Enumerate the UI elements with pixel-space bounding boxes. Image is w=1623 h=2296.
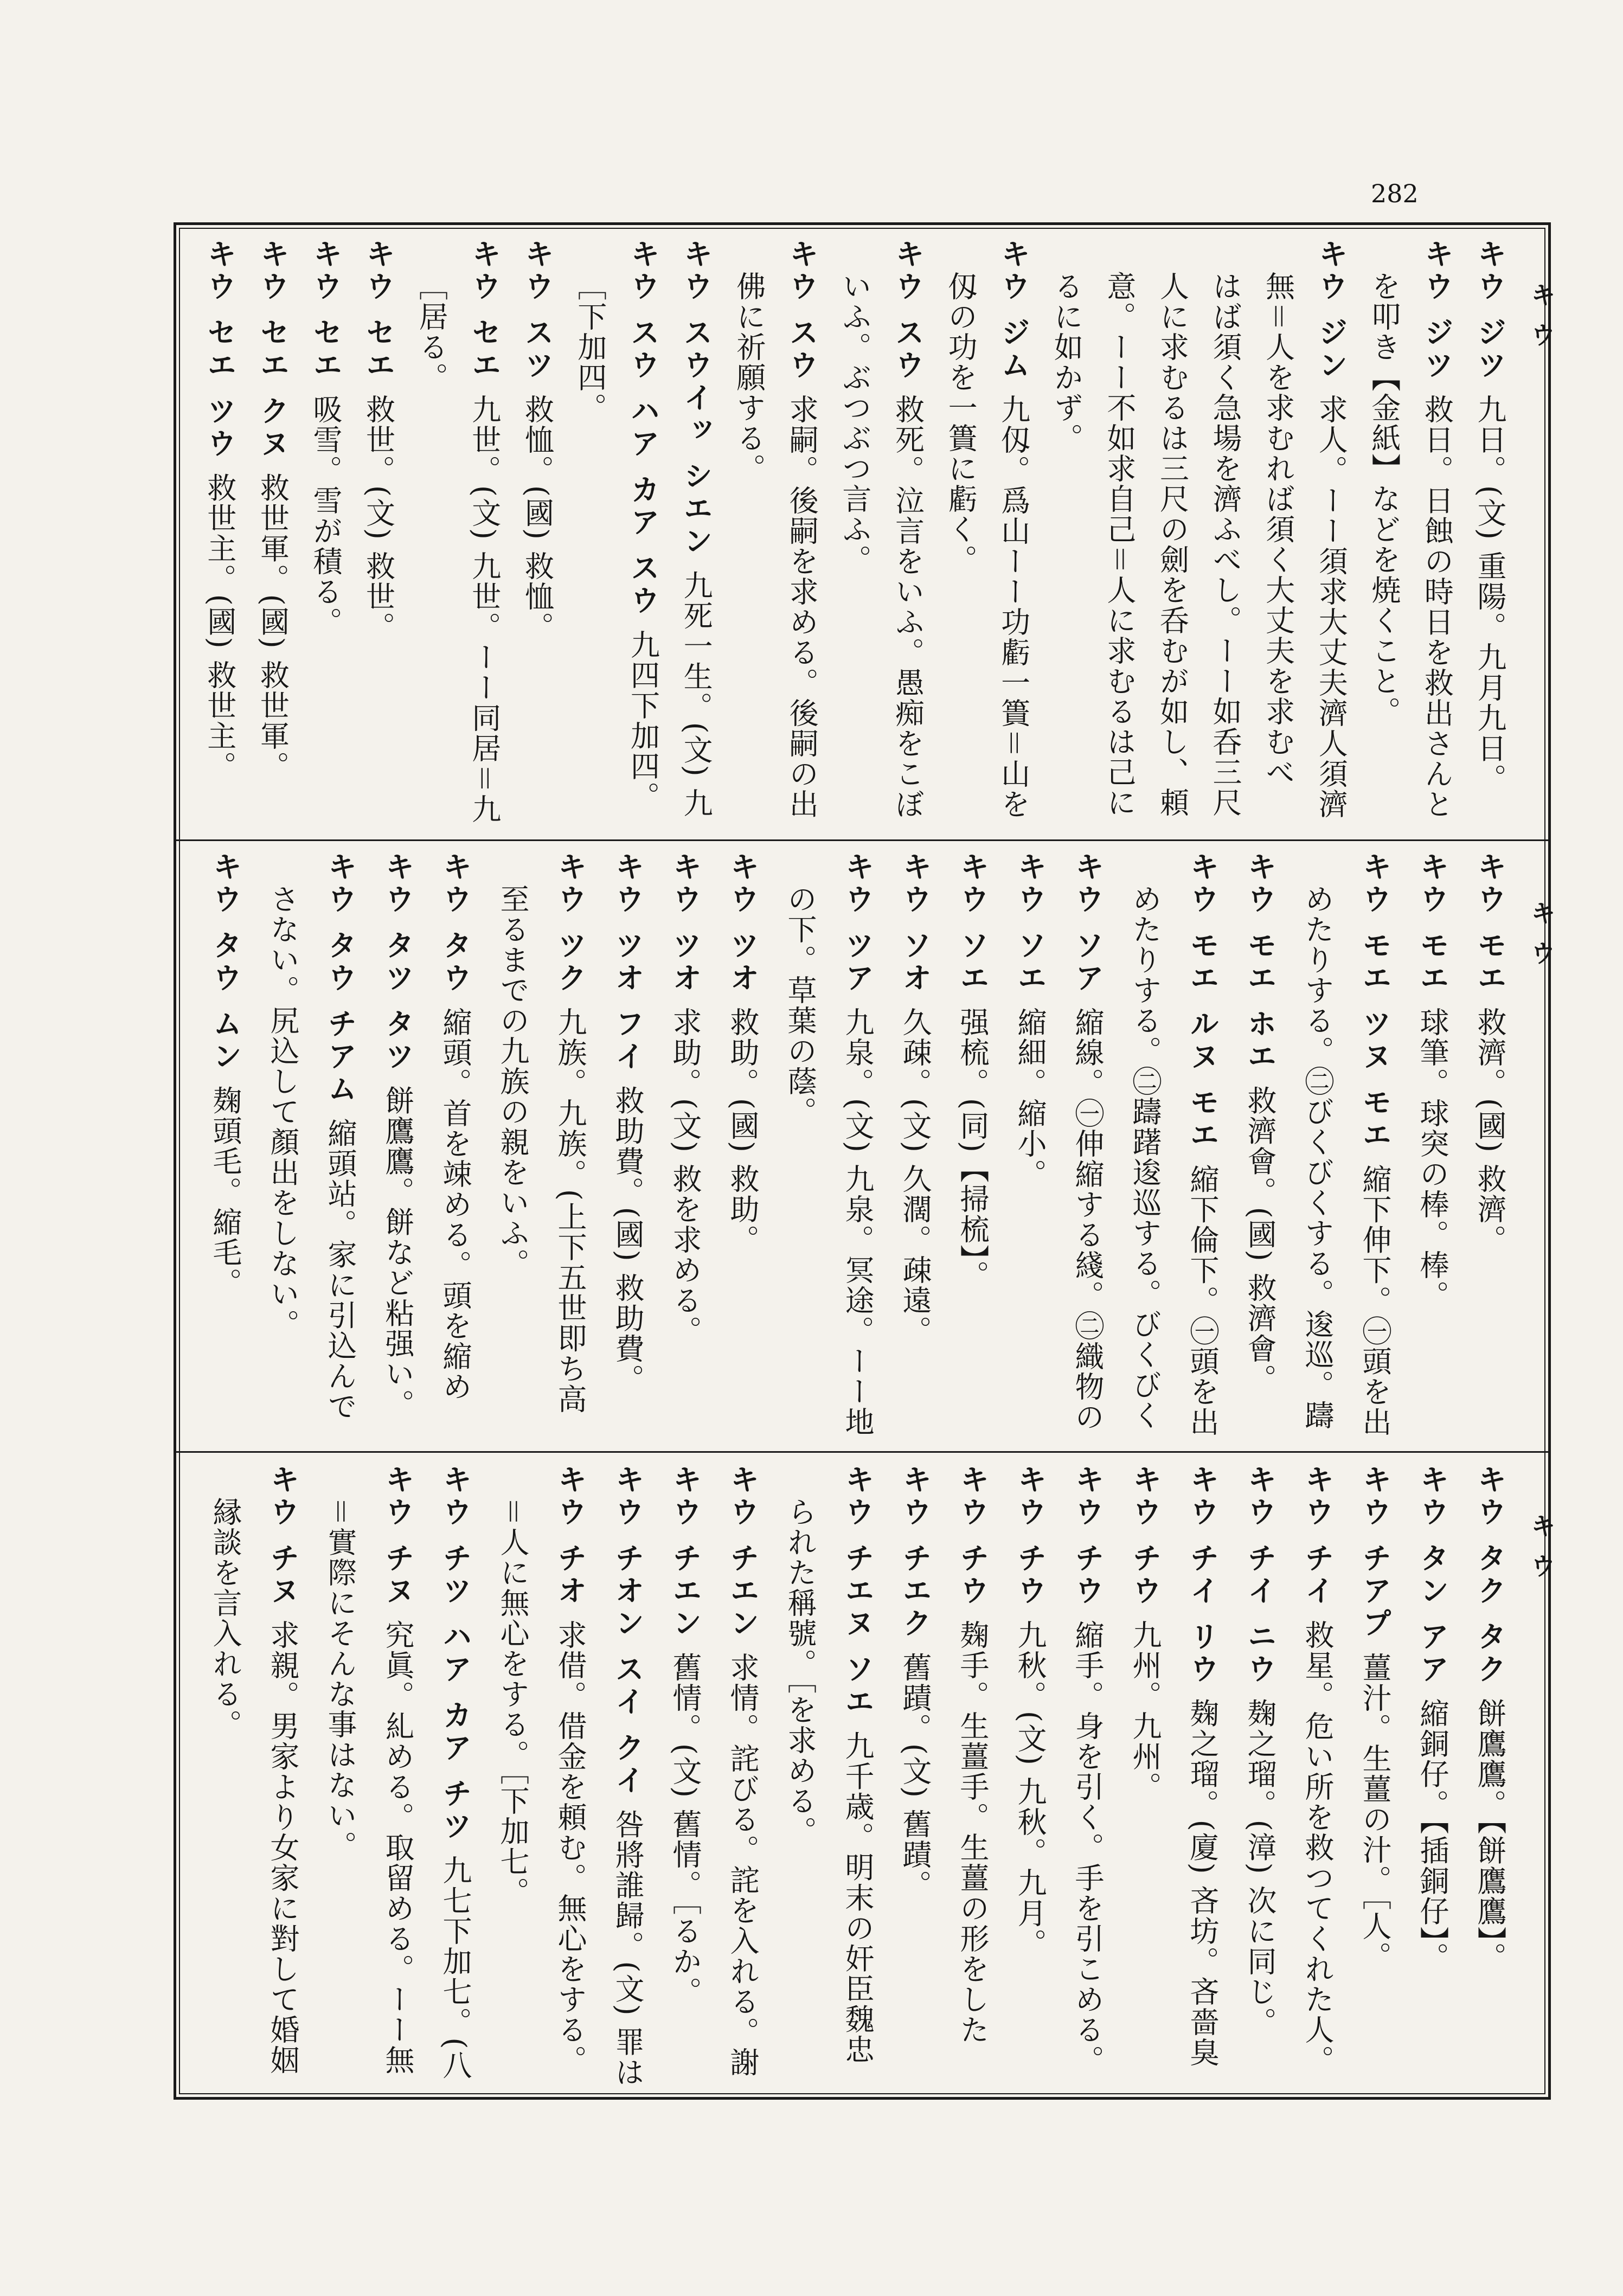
entry-text: 舊情。(文) 舊情。［るか。 — [668, 1652, 702, 2008]
dictionary-entry — [195, 239, 248, 830]
dictionary-entry — [1116, 1464, 1173, 2088]
entry-reading: キウ チイ ニウ — [1243, 1464, 1277, 1686]
entry-text: 救星。危い所を救つてくれた人。 — [1300, 1619, 1335, 2075]
entry-text: 救濟會。(國) 救濟會。 — [1243, 1085, 1277, 1394]
dictionary-entry-continuation — [1148, 239, 1201, 830]
dictionary-entry-continuation — [1359, 239, 1413, 830]
entry-reading: キウ チオ — [553, 1464, 587, 1608]
dictionary-entry-continuation — [254, 851, 311, 1442]
dictionary-entry — [1465, 239, 1518, 830]
entry-text: 縮頭站。家に引込んで — [323, 1118, 357, 1422]
entry-reading: キウ ソエ — [955, 851, 990, 995]
entry-text: 縮線。㊀伸縮する綫。㊁織物の — [1070, 1006, 1105, 1432]
entry-reading: キウ タク タク — [1473, 1464, 1507, 1686]
entry-reading: キウ ジム — [996, 239, 1031, 382]
entry-reading: キウ タウ ムン — [208, 851, 242, 1074]
entry-text: めたりする。㊁躊躇逡巡する。びくびく — [1128, 884, 1162, 1431]
entry-text: 九日。(文) 重陽。九月九日。 — [1473, 394, 1507, 794]
entry-reading: キウ ツク — [553, 851, 587, 995]
dictionary-entry — [1059, 1464, 1116, 2088]
entry-text: 救助費。(國) 救助費。 — [611, 1085, 645, 1394]
entry-text: 求人。ーー須求大丈夫濟人須濟 — [1314, 394, 1349, 819]
entry-reading: キウ チウ — [1070, 1464, 1105, 1608]
entry-reading: キウ セエ — [308, 239, 343, 382]
entry-text: めたりする。㊁びくびくする。逡巡。躊 — [1300, 884, 1335, 1431]
band-divider-1 — [174, 839, 1551, 841]
entry-text: さない。尻込して顏出をしない。 — [266, 884, 300, 1339]
entry-text: 九州。九州。 — [1128, 1619, 1162, 1802]
entry-text: るに如かず。 — [1049, 271, 1084, 453]
entry-reading: キウ モエ ルヌ モエ — [1185, 851, 1220, 1152]
entry-reading: キウ モエ — [1415, 851, 1449, 995]
dictionary-entry — [1001, 1464, 1059, 2088]
dictionary-entry — [599, 1464, 656, 2088]
entry-reading: キウ セエ — [467, 239, 502, 382]
entry-text: 球筆。球突の棒。棒。 — [1415, 1006, 1449, 1311]
entry-text: 無＝人を求むれば須く大丈夫を求むべ — [1261, 271, 1295, 787]
entry-text: 麹手。生薑手。生薑の形をした — [955, 1619, 990, 2045]
dictionary-entry — [301, 239, 354, 830]
entry-text: ＝實際にそんな事はない。 — [323, 1497, 357, 1861]
entry-reading: キウ ジン — [1314, 239, 1349, 382]
entry-text: 麹頭毛。縮毛。 — [208, 1085, 242, 1298]
entry-reading: キウ スツ — [520, 239, 555, 382]
dictionary-entry — [829, 1464, 886, 2088]
dictionary-entry — [714, 1464, 771, 2088]
entry-reading: キウ スウ ハア カア スウ — [626, 239, 660, 618]
dictionary-entry — [599, 851, 656, 1442]
entry-text: 吸雪。雪が積る。 — [308, 394, 343, 637]
dictionary-band-top — [195, 239, 1518, 830]
entry-text: 救助。(國) 救助。 — [726, 1006, 760, 1255]
entry-reading: キウ チエン — [668, 1464, 702, 1640]
entry-reading: キウ チウ — [955, 1464, 990, 1608]
entry-reading: キウ タウ チアム — [323, 851, 357, 1106]
entry-reading: キウ ソオ — [898, 851, 932, 995]
dictionary-entry — [248, 239, 301, 830]
dictionary-entry — [1461, 1464, 1518, 2088]
entry-text: 求借。借金を頼む。無心をする。 — [553, 1619, 587, 2075]
entry-text: 求情。詫びる。詫を入れる。謝 — [726, 1652, 760, 2077]
dictionary-entry — [311, 851, 369, 1442]
entry-text: 久疎。(文) 久濶。疎遠。 — [898, 1006, 932, 1346]
entry-text: 餅鷹鷹。餅など粘强い。 — [381, 1085, 415, 1420]
dictionary-entry-continuation — [771, 1464, 829, 2088]
entry-text: 縮細。縮小。 — [1013, 1006, 1047, 1189]
dictionary-entry — [886, 1464, 944, 2088]
dictionary-band-middle — [195, 851, 1518, 1442]
entry-text: 餅鷹鷹。【餅鷹鷹】。 — [1473, 1698, 1507, 1973]
entry-text: 九世。(文) 九世。ーー同居＝九 — [467, 394, 502, 825]
dictionary-entry — [196, 851, 254, 1442]
dictionary-entry — [1001, 851, 1059, 1442]
entry-reading: キウ タウ — [438, 851, 472, 995]
entry-reading: キウ チオン スイ クイ — [611, 1464, 645, 1798]
dictionary-entry — [254, 1464, 311, 2088]
entry-text: いふ。ぶつぶつ言ふ。 — [837, 271, 872, 575]
entry-reading: キウ スウイッ シエン — [679, 239, 714, 559]
dictionary-entry — [1403, 851, 1461, 1442]
dictionary-entry — [944, 851, 1001, 1442]
entry-reading: キウ モエ — [1473, 851, 1507, 995]
dictionary-entry-continuation — [484, 851, 541, 1442]
entry-text: 九族。九族。(上下五世即ち高 — [553, 1006, 587, 1414]
dictionary-entry-continuation — [1042, 239, 1095, 830]
entry-reading: キウ チエン — [726, 1464, 760, 1640]
entry-text: 救世。(文) 救世。 — [361, 394, 396, 643]
entry-text: 求助。(文) 救を求める。 — [668, 1006, 702, 1346]
dictionary-entry — [778, 239, 831, 830]
entry-reading: キウ ソア — [1070, 851, 1105, 995]
dictionary-entry — [656, 1464, 714, 2088]
dictionary-entry — [1231, 1464, 1288, 2088]
entry-text: られた稱號。［を求める。 — [783, 1497, 817, 1846]
entry-reading: キウ チイ — [1300, 1464, 1335, 1608]
dictionary-entry — [1307, 239, 1360, 830]
dictionary-entry-continuation — [566, 239, 619, 830]
dictionary-entry-continuation — [830, 239, 883, 830]
running-head-top: キ ウ — [1527, 282, 1556, 351]
entry-text: 縮手。身を引く。手を引こめる。 — [1070, 1619, 1105, 2075]
entry-text: 意。ーー不如求自己＝人に求むるは己に — [1102, 271, 1137, 818]
dictionary-entry — [541, 1464, 599, 2088]
entry-text: 强梳。(同)【掃梳】。 — [955, 1006, 990, 1291]
running-head-bottom: キ ウ — [1527, 1513, 1556, 1582]
entry-text: 九千歳。明末の奸臣魏忠 — [841, 1730, 875, 2065]
entry-text: 九死一生。(文) 九 — [679, 570, 714, 818]
dictionary-entry-continuation — [724, 239, 778, 830]
dictionary-entry — [1403, 1464, 1461, 2088]
dictionary-entry — [1288, 1464, 1346, 2088]
dictionary-entry-continuation — [1201, 239, 1254, 830]
entry-reading: キウ ツオ フイ — [611, 851, 645, 1074]
dictionary-entry — [369, 851, 426, 1442]
entry-reading: キウ モエ ホエ — [1243, 851, 1277, 1074]
dictionary-entry — [369, 1464, 426, 2088]
dictionary-entry — [1461, 851, 1518, 1442]
entry-text: 救死。泣言をいふ。愚痴をこぼ — [890, 394, 925, 819]
dictionary-entry — [989, 239, 1042, 830]
band-divider-2 — [174, 1451, 1551, 1453]
entry-reading: キウ ツア — [841, 851, 875, 995]
entry-text: 求嗣。後嗣を求める。後嗣の出 — [785, 394, 819, 819]
entry-reading: キウ チツ ハア カア チツ — [438, 1464, 472, 1844]
entry-text: 縮銅仔。【插銅仔】。 — [1415, 1698, 1449, 1973]
dictionary-entry — [460, 239, 513, 830]
entry-reading: キウ チウ — [1013, 1464, 1047, 1608]
entry-reading: キウ タン アア — [1415, 1464, 1449, 1686]
dictionary-entry — [1346, 1464, 1403, 2088]
entry-reading: キウ ジツ — [1473, 239, 1507, 382]
entry-reading: キウ チエク — [898, 1464, 932, 1640]
entry-text: 九仭。爲山ーー功虧一簣＝山を — [996, 394, 1031, 819]
dictionary-entry — [1173, 851, 1231, 1442]
dictionary-entry-continuation — [1254, 239, 1307, 830]
entry-reading: キウ ツオ — [726, 851, 760, 995]
dictionary-entry-continuation — [407, 239, 460, 830]
entry-text: 救世主。(國) 救世主。 — [202, 472, 237, 781]
dictionary-entry — [354, 239, 407, 830]
entry-reading: キウ ソエ — [1013, 851, 1047, 995]
entry-text: 人に求むるは三尺の劍を呑むが如し、頼 — [1155, 271, 1190, 818]
entry-reading: キウ チヌ — [266, 1464, 300, 1608]
entry-reading: キウ ジツ — [1420, 239, 1454, 382]
dictionary-entry — [1231, 851, 1288, 1442]
dictionary-entry — [886, 851, 944, 1442]
entry-text: 九秋。(文) 九秋。九月。 — [1013, 1619, 1047, 1959]
dictionary-entry-continuation — [771, 851, 829, 1442]
entry-reading: キウ セエ ツウ — [202, 239, 237, 461]
entry-text: を叩き【金紙】などを焼くこと。 — [1367, 271, 1401, 727]
entry-text: 縮下倫下。㊀頭を出 — [1185, 1164, 1220, 1438]
dictionary-entry-continuation — [196, 1464, 254, 2088]
entry-reading: キウ セエ クヌ — [255, 239, 290, 461]
entry-text: はば須く急場を濟ふべし。ーー如呑三尺 — [1208, 271, 1243, 818]
entry-reading: キウ スウ — [785, 239, 819, 382]
entry-text: 仭の功を一簣に虧く。 — [944, 271, 978, 575]
entry-text: ［下加四。 — [573, 271, 607, 423]
dictionary-entry — [426, 851, 484, 1442]
dictionary-entry — [1413, 239, 1466, 830]
dictionary-entry-continuation — [311, 1464, 369, 2088]
entry-reading: キウ チエヌ ソエ — [841, 1464, 875, 1719]
dictionary-entry-continuation — [936, 239, 989, 830]
entry-text: 麹之瑠。(廈) 吝坊。吝嗇臭 — [1185, 1698, 1220, 2068]
entry-text: 至るまでの九族の親をいふ。 — [496, 884, 530, 1279]
entry-text: 究眞。糺める。取留める。ーー無 — [381, 1619, 415, 2075]
dictionary-entry — [1173, 1464, 1231, 2088]
entry-text: 佛に祈願する。 — [732, 271, 766, 484]
entry-text: 縁談を言入れる。 — [208, 1497, 242, 1740]
dictionary-entry — [1346, 851, 1403, 1442]
page-number: 282 — [1371, 179, 1419, 208]
entry-reading: キウ ツオ — [668, 851, 702, 995]
dictionary-entry-continuation — [484, 1464, 541, 2088]
entry-reading: キウ スウ — [890, 239, 925, 382]
dictionary-entry — [513, 239, 566, 830]
dictionary-entry-continuation — [1095, 239, 1148, 830]
dictionary-entry — [883, 239, 936, 830]
entry-text: 救恤。(國) 救恤。 — [520, 394, 555, 643]
entry-text: 舊蹟。(文) 舊蹟。 — [898, 1652, 932, 1901]
entry-reading: キウ モエ ツヌ モエ — [1358, 851, 1392, 1152]
entry-reading: キウ チアプ — [1358, 1464, 1392, 1640]
dictionary-entry — [829, 851, 886, 1442]
dictionary-entry — [426, 1464, 484, 2088]
entry-reading: キウ チヌ — [381, 1464, 415, 1608]
entry-reading: キウ セエ — [361, 239, 396, 382]
dictionary-entry — [656, 851, 714, 1442]
entry-text: 九七下加七。(八 — [438, 1855, 472, 2081]
entry-text: 麹之瑠。(漳) 次に同じ。 — [1243, 1698, 1277, 2037]
entry-reading: キウ チウ — [1128, 1464, 1162, 1608]
dictionary-band-bottom — [195, 1464, 1518, 2088]
entry-text: 縮下伸下。㊀頭を出 — [1358, 1164, 1392, 1438]
entry-text: 九泉。(文) 九泉。冥途。ーー地 — [841, 1006, 875, 1438]
running-head-middle: キ ウ — [1527, 900, 1556, 969]
dictionary-entry — [1059, 851, 1116, 1442]
entry-reading: キウ チイ リウ — [1185, 1464, 1220, 1686]
entry-text: の下。草葉の蔭。 — [783, 884, 817, 1127]
entry-text: 九四下加四。 — [626, 630, 660, 812]
dictionary-entry — [944, 1464, 1001, 2088]
entry-text: 縮頭。首を竦める。頭を縮め — [438, 1006, 472, 1402]
entry-text: 咎將誰歸。(文) 罪は — [611, 1809, 645, 2088]
entry-text: ［居る。 — [414, 271, 449, 393]
dictionary-entry — [541, 851, 599, 1442]
dictionary-entry-continuation — [1116, 851, 1173, 1442]
entry-text: 救世軍。(國) 救世軍。 — [255, 472, 290, 781]
entry-text: 薑汁。生薑の汁。［人。 — [1358, 1652, 1392, 1972]
entry-text: ＝人に無心をする。［下加七。 — [496, 1497, 530, 1907]
entry-text: 求親。男家より女家に對して婚姻 — [266, 1619, 300, 2075]
entry-text: 救日。日蝕の時日を救出さんと — [1420, 394, 1454, 819]
dictionary-entry — [714, 851, 771, 1442]
dictionary-entry — [619, 239, 672, 830]
dictionary-entry — [672, 239, 725, 830]
dictionary-entry-continuation — [1288, 851, 1346, 1442]
entry-reading: キウ タツ タツ — [381, 851, 415, 1074]
entry-text: 救濟。(國) 救濟。 — [1473, 1006, 1507, 1255]
